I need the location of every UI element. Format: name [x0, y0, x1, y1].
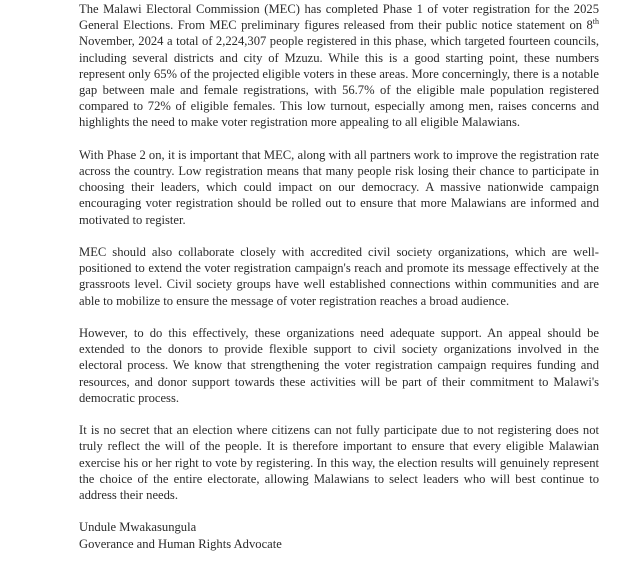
paragraph-phase-two: With Phase 2 on, it is important that MEC, along with all partners work to improve the registration rate across the country. Low registration means that many people risk losing their chance to participate in choosing their leaders, which could impact on our democracy. A massive nationwide campaign encouraging voter registration should be rolled out to ensure that more Malawians are informed and motivated to register.	[79, 147, 599, 227]
paragraph-civil-society-collaboration: MEC should also collaborate closely with accredited civil society organizations, which are well-positioned to extend the voter registration campaign's reach and promote its message effectively at the grassroots level. Civil society groups have well established connections within communities and are able to mobilize to ensure the message of voter registration reaches a broad audience.	[79, 245, 599, 308]
paragraph-phase-one-results	[79, 1, 599, 131]
paragraph-text: The Malawi Electoral Commission (MEC) has completed Phase 1 of voter registration for the 2025 General Elections. From MEC preliminary figures released from their public notice statement on 8	[79, 2, 599, 33]
signature-name: Undule Mwakasungula	[79, 520, 197, 535]
paragraph-conclusion: It is no secret that an election where citizens can not fully participate due to not registering does not truly reflect the will of the people. It is therefore important to ensure that every eligible Malawian exercise his or her right to vote by registering. In this way, the election results will genuinely represent the choice of the entire electorate, allowing Malawians to select leaders who will best continue to address their needs.	[79, 423, 599, 503]
signature-title: Goverance and Human Rights Advocate	[79, 536, 282, 551]
paragraph-donor-support: However, to do this effectively, these organizations need adequate support. An appeal should be extended to the donors to provide flexible support to civil society organizations involved in the electoral process. We know that strengthening the voter registration campaign requires funding and resources, and donor support towards these activities will be part of their commitment to Malawi's democratic process.	[79, 326, 599, 405]
document-body	[79, 1, 599, 552]
paragraph-text: November, 2024 a total of 2,224,307 people registered in this phase, which targeted fourteen councils, including several districts and city of Mzuzu. While this is a good starting point, these numbers represent only 65% of the projected eligible voters in these areas. More concerningly, there is a notable gap between male and female registrations, with 56.7% of the eligible male population registered compared to 72% of eligible females. This low turnout, especially among men, raises concerns and highlights the need to make voter registration more appealing to all eligible Malawians.	[79, 34, 599, 130]
ordinal-suffix: th	[592, 17, 599, 27]
